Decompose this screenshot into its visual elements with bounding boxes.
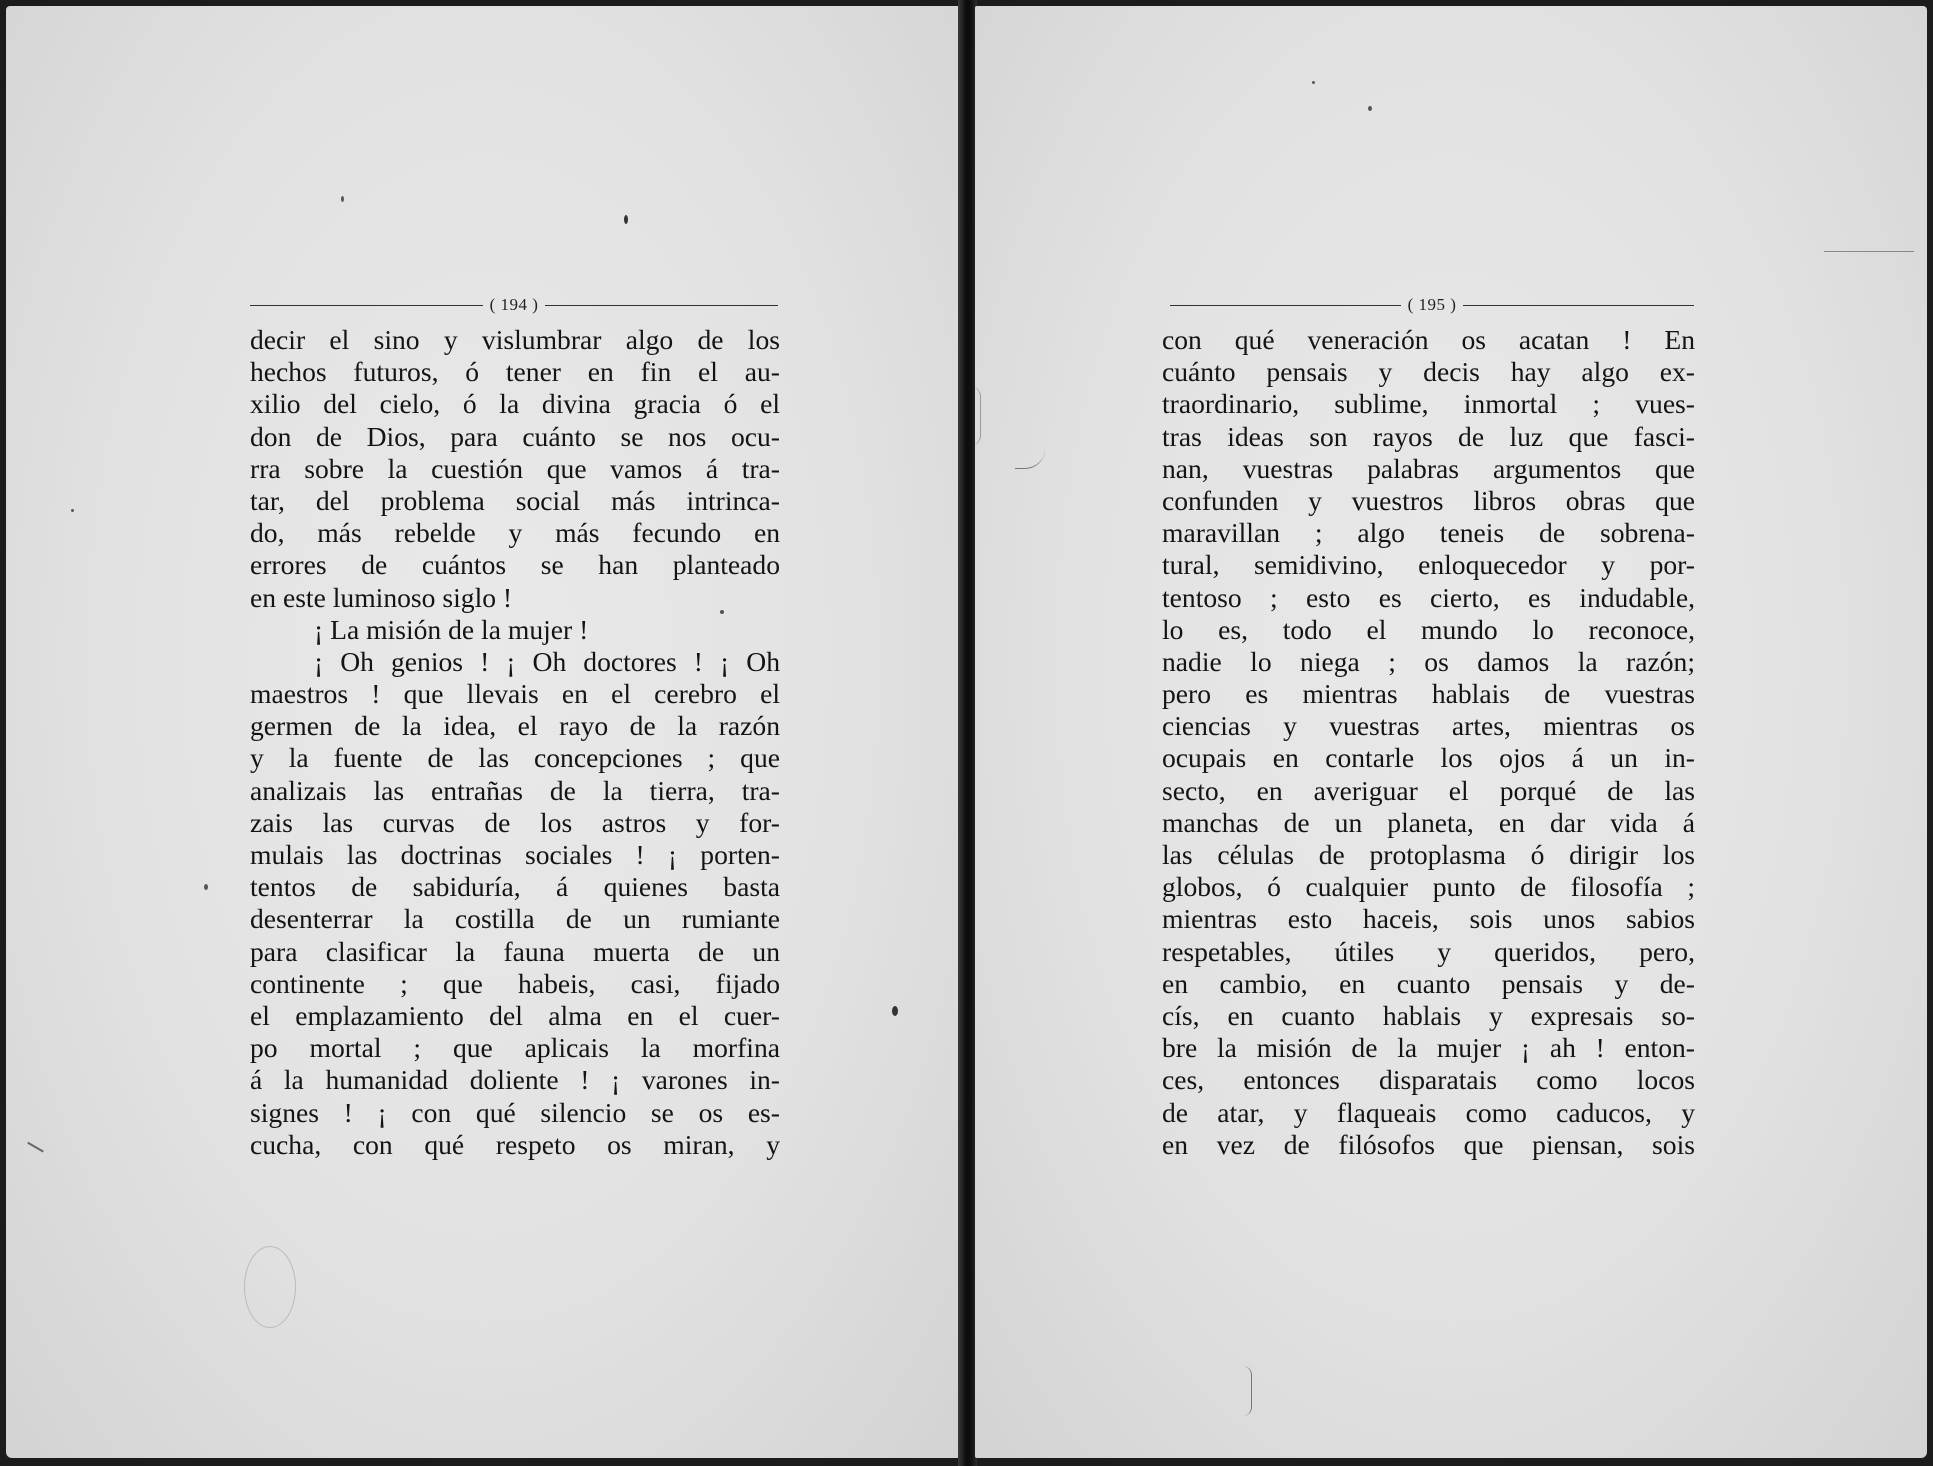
text-line: tentoso ; esto es cierto, es indudable, [1162, 581, 1695, 613]
faint-stain [244, 1246, 296, 1328]
text-line: maestros ! que llevais en el cerebro el [250, 678, 780, 710]
text-line: cuánto pensais y decis hay algo ex- [1162, 356, 1695, 388]
text-line: de atar, y flaqueais como caducos, y [1162, 1096, 1695, 1128]
text-line: para clasificar la fauna muerta de un [250, 935, 780, 967]
text-line: en vez de filósofos que piensan, sois [1162, 1128, 1695, 1160]
right-page-text [1162, 324, 1695, 1161]
ink-mark [1015, 446, 1045, 469]
text-line: ciencias y vuestras artes, mientras os [1162, 710, 1695, 742]
ink-speck [341, 196, 344, 202]
text-line: tural, semidivino, enloquecedor y por- [1162, 549, 1695, 581]
text-line: tras ideas son rayos de luz que fasci- [1162, 420, 1695, 452]
text-line: continente ; que habeis, casi, fijado [250, 967, 780, 999]
ink-speck [71, 509, 74, 512]
text-line: desenterrar la costilla de un rumiante [250, 903, 780, 935]
ink-mark [975, 386, 981, 446]
ink-mark [1824, 251, 1914, 262]
ink-mark [26, 1142, 44, 1154]
text-line: nan, vuestras palabras argumentos que [1162, 452, 1695, 484]
text-line: globos, ó cualquier punto de filosofía ; [1162, 871, 1695, 903]
text-line: á la humanidad doliente ! ¡ varones in- [250, 1064, 780, 1096]
left-page-header [250, 293, 778, 317]
ink-speck [1312, 81, 1315, 84]
text-line: confunden y vuestros libros obras que [1162, 484, 1695, 516]
text-line: mientras esto haceis, sois unos sabios [1162, 903, 1695, 935]
text-line: zais las curvas de los astros y for- [250, 806, 780, 838]
text-line: secto, en averiguar el porqué de las [1162, 774, 1695, 806]
ink-speck [204, 884, 208, 890]
header-rule [250, 305, 483, 306]
ink-speck [720, 610, 724, 614]
text-line: en este luminoso siglo ! [250, 581, 513, 613]
page-number: ( 195 ) [1407, 295, 1457, 314]
right-page-header [1170, 293, 1694, 317]
left-page-text [250, 324, 780, 1161]
text-line: tar, del problema social más intrinca- [250, 484, 780, 516]
text-line: manchas de un planeta, en dar vida á [1162, 806, 1695, 838]
text-line: lo es, todo el mundo lo reconoce, [1162, 613, 1695, 645]
page-number: ( 194 ) [489, 295, 539, 314]
text-line: errores de cuántos se han planteado [250, 549, 780, 581]
right-page [975, 6, 1927, 1458]
text-line: hechos futuros, ó tener en fin el au- [250, 356, 780, 388]
text-line: signes ! ¡ con qué silencio se os es- [250, 1096, 780, 1128]
ink-speck [1368, 106, 1372, 111]
header-rule [545, 305, 778, 306]
ink-speck [892, 1006, 898, 1016]
text-line: analizais las entrañas de la tierra, tra- [250, 774, 780, 806]
text-line: xilio del cielo, ó la divina gracia ó el [250, 388, 780, 420]
text-line: cís, en cuanto hablais y expresais so- [1162, 999, 1695, 1031]
text-line: el emplazamiento del alma en el cuer- [250, 999, 780, 1031]
text-line: con qué veneración os acatan ! En [1162, 324, 1695, 355]
text-line: cucha, con qué respeto os miran, y [250, 1128, 780, 1160]
text-line: traordinario, sublime, inmortal ; vues- [1162, 388, 1695, 420]
text-line: ¡ La misión de la mujer ! [314, 613, 589, 645]
text-line: don de Dios, para cuánto se nos ocu- [250, 420, 780, 452]
text-line: las células de protoplasma ó dirigir los [1162, 839, 1695, 870]
text-line: germen de la idea, el rayo de la razón [250, 710, 780, 742]
text-line: nadie lo niega ; os damos la razón; [1162, 645, 1695, 677]
text-line: tentos de sabiduría, á quienes basta [250, 871, 780, 903]
text-line: bre la misión de la mujer ¡ ah ! enton- [1162, 1032, 1695, 1064]
text-line: y la fuente de las concepciones ; que [250, 742, 780, 774]
left-page [6, 6, 960, 1458]
text-line: do, más rebelde y más fecundo en [250, 517, 780, 549]
text-line: maravillan ; algo teneis de sobrena- [1162, 517, 1695, 549]
header-rule [1463, 305, 1694, 306]
text-line: ¡ Oh genios ! ¡ Oh doctores ! ¡ Oh [314, 645, 780, 677]
text-line: ocupais en contarle los ojos á un in- [1162, 742, 1695, 774]
text-line: pero es mientras hablais de vuestras [1162, 678, 1695, 710]
header-rule [1170, 305, 1401, 306]
ink-speck [624, 215, 628, 224]
ink-mark [1243, 1366, 1252, 1416]
text-line: rra sobre la cuestión que vamos á tra- [250, 452, 780, 484]
text-line: respetables, útiles y queridos, pero, [1162, 935, 1695, 967]
text-line: en cambio, en cuanto pensais y de- [1162, 967, 1695, 999]
text-line: po mortal ; que aplicais la morfina [250, 1032, 780, 1064]
text-line: mulais las doctrinas sociales ! ¡ porten- [250, 839, 780, 870]
text-line: ces, entonces disparatais como locos [1162, 1064, 1695, 1096]
text-line: decir el sino y vislumbrar algo de los [250, 324, 780, 355]
